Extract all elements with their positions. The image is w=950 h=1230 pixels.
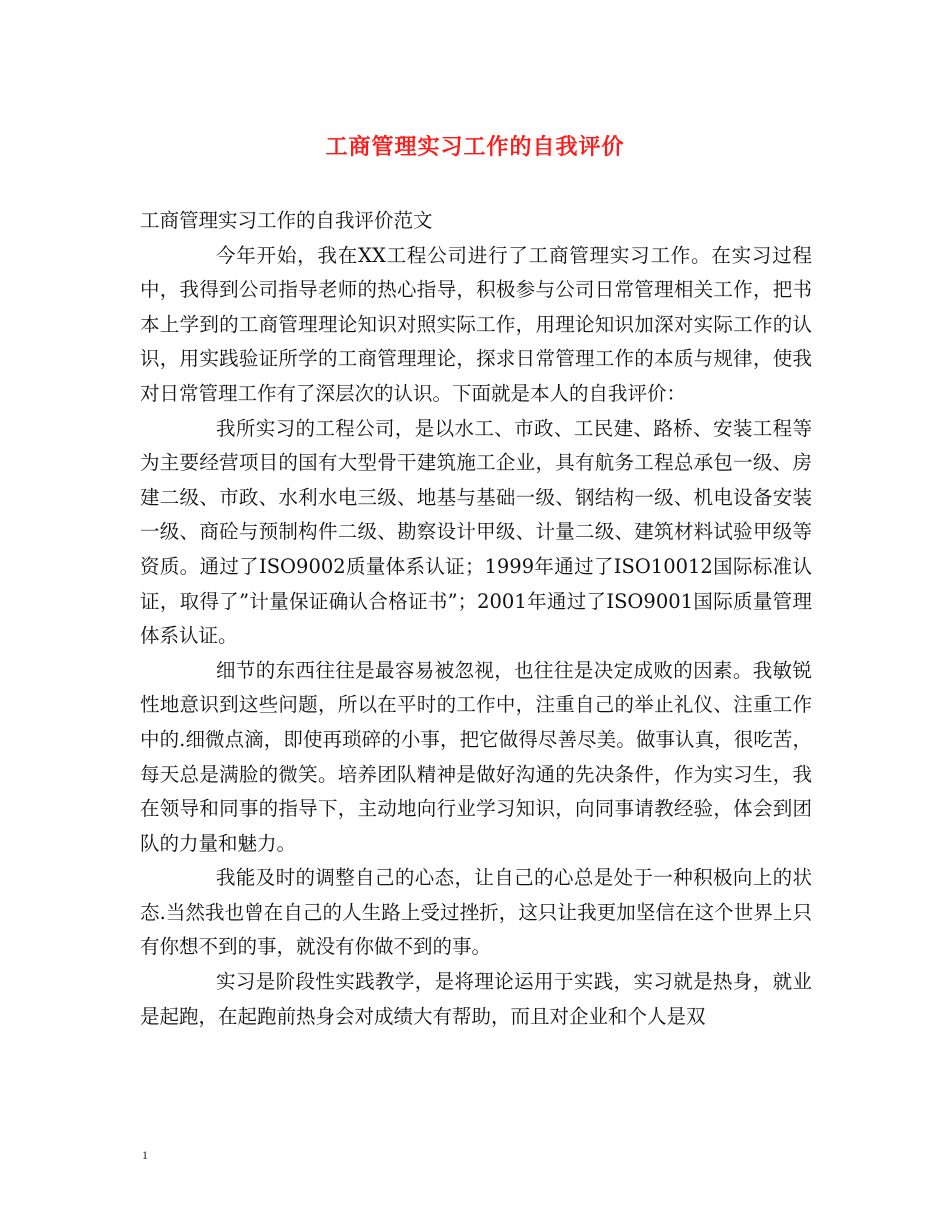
paragraph-details: 细节的东西往往是最容易被忽视，也往往是决定成败的因素。我敏锐性地意识到这些问题，所以在平时的工作中，注重自己的举止礼仪、注重工作中的.细微点滴，即使再琐碎的小事，把它做得尽善尽美。做事认真，很吃苦，每天总是满脸的微笑。培养团队精神是做好沟通的先决条件，作为实习生，我在领导和同事的指导下，主动地向行业学习知识，向同事请教经验，体会到团队的力量和魅力。 (140, 658, 812, 855)
document-subtitle: 工商管理实习工作的自我评价范文 (140, 209, 433, 232)
page-number: 1 (142, 1148, 148, 1162)
paragraph-attitude: 我能及时的调整自己的心态，让自己的心总是处于一种积极向上的状态.当然我也曾在自己的人生路上受过挫折，这只让我更加坚信在这个世界上只有你想不到的事，就没有你做不到的事。 (140, 866, 812, 959)
document-title: 工商管理实习工作的自我评价 (325, 134, 625, 160)
paragraph-intro: 今年开始，我在XX工程公司进行了工商管理实习工作。在实习过程中，我得到公司指导老师的热心指导，积极参与公司日常管理相关工作，把书本上学到的工商管理理论知识对照实际工作，用理论知识加深对实际工作的认识，用实践验证所学的工商管理理论，探求日常管理工作的本质与规律，使我对日常管理工作有了深层次的认识。下面就是本人的自我评价： (140, 243, 812, 405)
paragraph-internship: 实习是阶段性实践教学，是将理论运用于实践，实习就是热身，就业是起跑，在起跑前热身会对成绩大有帮助，而且对企业和个人是双 (140, 970, 812, 1028)
paragraph-company: 我所实习的工程公司，是以水工、市政、工民建、路桥、安装工程等为主要经营项目的国有大型骨干建筑施工企业，具有航务工程总承包一级、房建二级、市政、水利水电三级、地基与基础一级、钢结构一级、机电设备安装一级、商砼与预制构件二级、勘察设计甲级、计量二级、建筑材料试验甲级等资质。通过了ISO9002质量体系认证；1999年通过了ISO10012国际标准认证，取得了”计量保证确认合格证书”；2001年通过了ISO9001国际质量管理体系认证。 (140, 416, 812, 648)
document-body (140, 204, 812, 1034)
